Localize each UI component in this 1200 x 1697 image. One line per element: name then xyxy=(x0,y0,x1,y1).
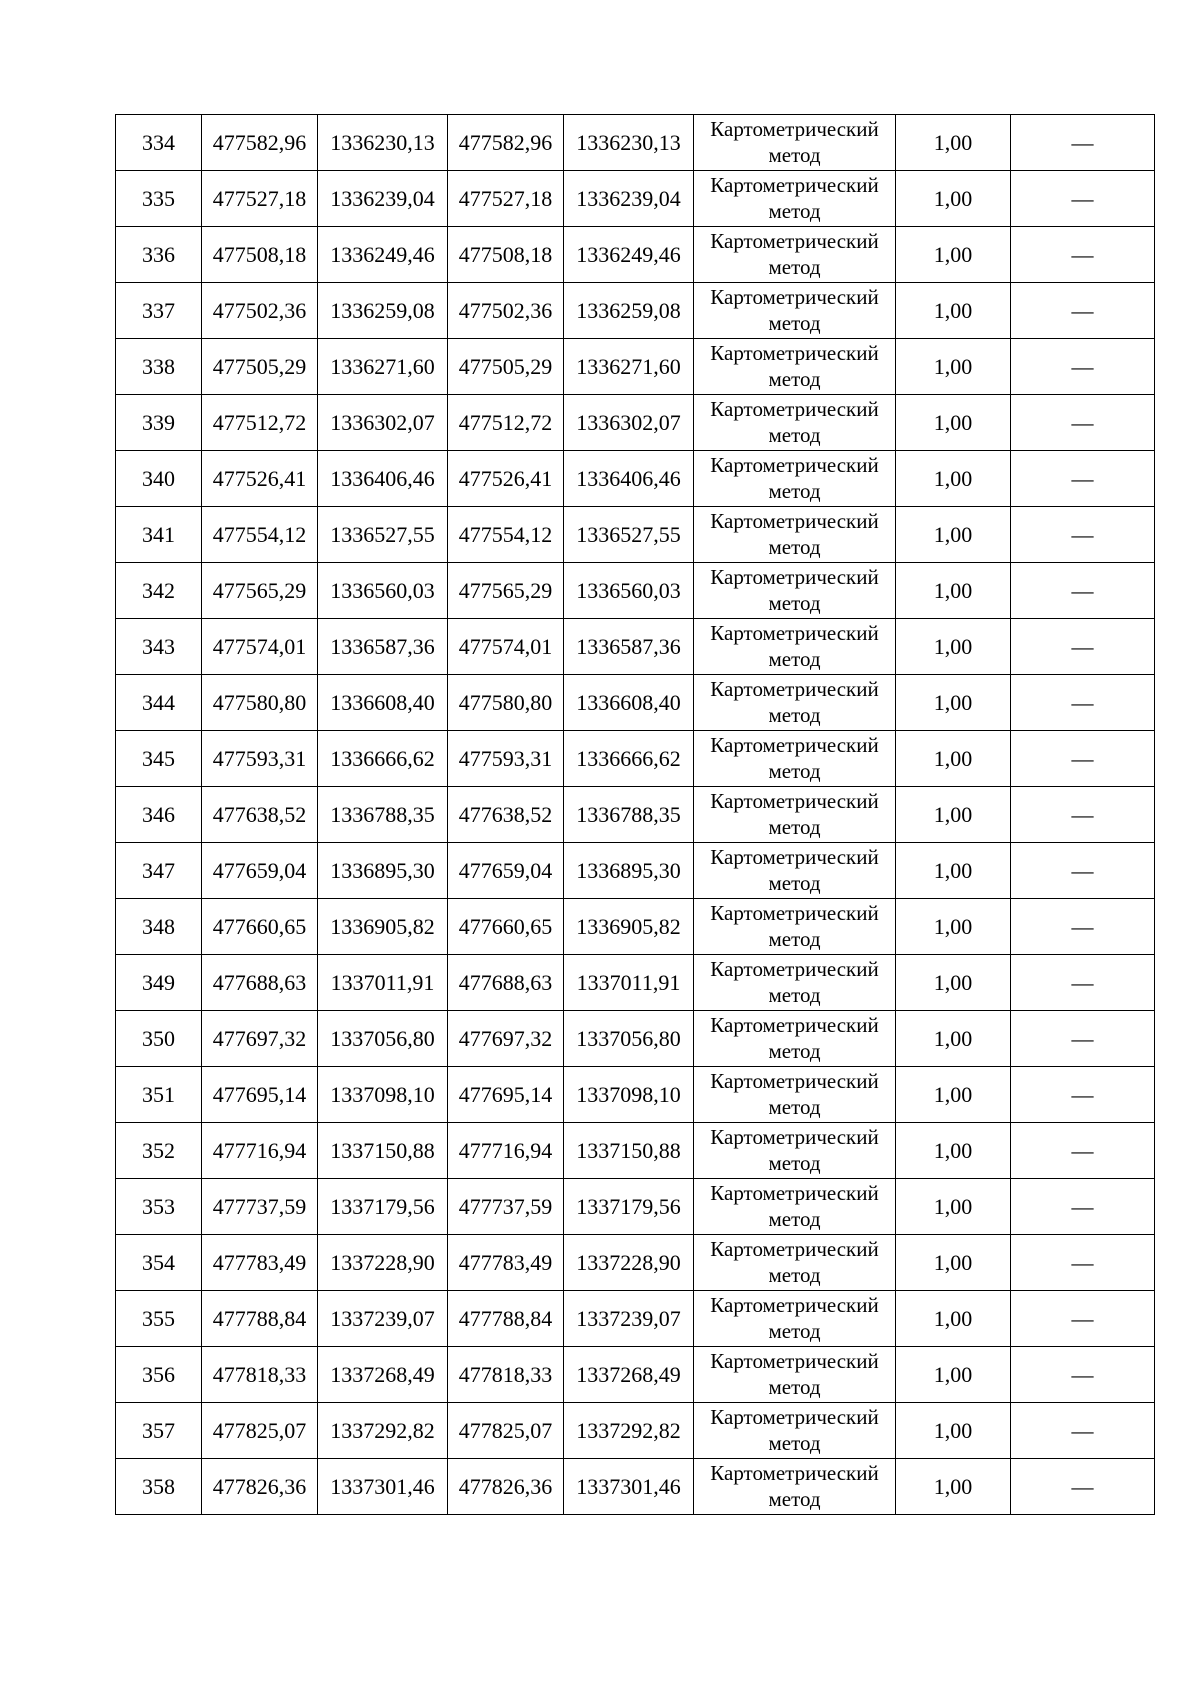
point-number-cell: 356 xyxy=(116,1347,202,1403)
existing-y-cell: 1336406,46 xyxy=(318,451,448,507)
accuracy-cell: 1,00 xyxy=(896,507,1011,563)
existing-y-cell: 1336608,40 xyxy=(318,675,448,731)
method-cell xyxy=(694,115,896,171)
existing-x-cell: 477826,36 xyxy=(202,1459,318,1515)
description-cell: — xyxy=(1011,171,1155,227)
existing-x-cell: 477580,80 xyxy=(202,675,318,731)
point-number-cell: 346 xyxy=(116,787,202,843)
existing-y-cell: 1337228,90 xyxy=(318,1235,448,1291)
method-line-2: метод xyxy=(768,702,821,727)
method-cell xyxy=(694,227,896,283)
point-number-cell: 344 xyxy=(116,675,202,731)
description-cell: — xyxy=(1011,1347,1155,1403)
description-cell: — xyxy=(1011,1235,1155,1291)
accuracy-cell: 1,00 xyxy=(896,227,1011,283)
description-cell: — xyxy=(1011,731,1155,787)
table-row xyxy=(116,563,1155,619)
existing-y-cell: 1337292,82 xyxy=(318,1403,448,1459)
description-cell: — xyxy=(1011,563,1155,619)
table-row xyxy=(116,1347,1155,1403)
point-number-cell: 339 xyxy=(116,395,202,451)
method-cell xyxy=(694,507,896,563)
refined-y-cell: 1336271,60 xyxy=(564,339,694,395)
refined-y-cell: 1336666,62 xyxy=(564,731,694,787)
refined-x-cell: 477593,31 xyxy=(448,731,564,787)
method-line-2: метод xyxy=(768,926,821,951)
refined-y-cell: 1337228,90 xyxy=(564,1235,694,1291)
existing-y-cell: 1336302,07 xyxy=(318,395,448,451)
existing-y-cell: 1336560,03 xyxy=(318,563,448,619)
accuracy-cell: 1,00 xyxy=(896,115,1011,171)
point-number-cell: 340 xyxy=(116,451,202,507)
method-line-2: метод xyxy=(768,1318,821,1343)
accuracy-cell: 1,00 xyxy=(896,675,1011,731)
point-number-cell: 335 xyxy=(116,171,202,227)
description-cell: — xyxy=(1011,115,1155,171)
refined-x-cell: 477660,65 xyxy=(448,899,564,955)
method-line-1: Картометрический xyxy=(710,957,879,982)
accuracy-cell: 1,00 xyxy=(896,395,1011,451)
refined-y-cell: 1337056,80 xyxy=(564,1011,694,1067)
accuracy-cell: 1,00 xyxy=(896,1459,1011,1515)
method-line-2: метод xyxy=(768,254,821,279)
refined-y-cell: 1336302,07 xyxy=(564,395,694,451)
existing-x-cell: 477788,84 xyxy=(202,1291,318,1347)
accuracy-cell: 1,00 xyxy=(896,1011,1011,1067)
method-cell xyxy=(694,283,896,339)
method-line-1: Картометрический xyxy=(710,733,879,758)
method-line-2: метод xyxy=(768,310,821,335)
refined-x-cell: 477659,04 xyxy=(448,843,564,899)
refined-y-cell: 1336249,46 xyxy=(564,227,694,283)
method-line-1: Картометрический xyxy=(710,621,879,646)
refined-y-cell: 1337179,56 xyxy=(564,1179,694,1235)
table-row xyxy=(116,171,1155,227)
existing-y-cell: 1336895,30 xyxy=(318,843,448,899)
method-line-1: Картометрический xyxy=(710,1237,879,1262)
method-cell xyxy=(694,619,896,675)
accuracy-cell: 1,00 xyxy=(896,1235,1011,1291)
table-body xyxy=(116,115,1155,1515)
point-number-cell: 345 xyxy=(116,731,202,787)
existing-y-cell: 1336271,60 xyxy=(318,339,448,395)
accuracy-cell: 1,00 xyxy=(896,1179,1011,1235)
method-line-2: метод xyxy=(768,1094,821,1119)
refined-y-cell: 1336587,36 xyxy=(564,619,694,675)
point-number-cell: 338 xyxy=(116,339,202,395)
accuracy-cell: 1,00 xyxy=(896,899,1011,955)
existing-x-cell: 477638,52 xyxy=(202,787,318,843)
refined-y-cell: 1336905,82 xyxy=(564,899,694,955)
table-row xyxy=(116,283,1155,339)
existing-y-cell: 1336587,36 xyxy=(318,619,448,675)
point-number-cell: 358 xyxy=(116,1459,202,1515)
existing-x-cell: 477502,36 xyxy=(202,283,318,339)
refined-y-cell: 1336406,46 xyxy=(564,451,694,507)
accuracy-cell: 1,00 xyxy=(896,955,1011,1011)
refined-x-cell: 477825,07 xyxy=(448,1403,564,1459)
point-number-cell: 342 xyxy=(116,563,202,619)
existing-y-cell: 1336259,08 xyxy=(318,283,448,339)
method-line-2: метод xyxy=(768,590,821,615)
method-line-2: метод xyxy=(768,1374,821,1399)
refined-x-cell: 477697,32 xyxy=(448,1011,564,1067)
refined-x-cell: 477527,18 xyxy=(448,171,564,227)
accuracy-cell: 1,00 xyxy=(896,1067,1011,1123)
method-line-1: Картометрический xyxy=(710,677,879,702)
existing-y-cell: 1336239,04 xyxy=(318,171,448,227)
refined-x-cell: 477818,33 xyxy=(448,1347,564,1403)
point-number-cell: 354 xyxy=(116,1235,202,1291)
existing-x-cell: 477512,72 xyxy=(202,395,318,451)
method-cell xyxy=(694,339,896,395)
method-line-2: метод xyxy=(768,1486,821,1511)
table-row xyxy=(116,1291,1155,1347)
point-number-cell: 336 xyxy=(116,227,202,283)
description-cell: — xyxy=(1011,451,1155,507)
refined-x-cell: 477826,36 xyxy=(448,1459,564,1515)
table-row xyxy=(116,1235,1155,1291)
table-row xyxy=(116,1011,1155,1067)
refined-y-cell: 1337292,82 xyxy=(564,1403,694,1459)
existing-x-cell: 477783,49 xyxy=(202,1235,318,1291)
refined-x-cell: 477737,59 xyxy=(448,1179,564,1235)
accuracy-cell: 1,00 xyxy=(896,563,1011,619)
existing-x-cell: 477818,33 xyxy=(202,1347,318,1403)
refined-x-cell: 477508,18 xyxy=(448,227,564,283)
method-cell xyxy=(694,675,896,731)
description-cell: — xyxy=(1011,1291,1155,1347)
method-line-1: Картометрический xyxy=(710,1069,879,1094)
method-cell xyxy=(694,899,896,955)
existing-x-cell: 477660,65 xyxy=(202,899,318,955)
point-number-cell: 347 xyxy=(116,843,202,899)
existing-y-cell: 1337011,91 xyxy=(318,955,448,1011)
refined-y-cell: 1337011,91 xyxy=(564,955,694,1011)
point-number-cell: 349 xyxy=(116,955,202,1011)
method-line-2: метод xyxy=(768,1430,821,1455)
table-row xyxy=(116,787,1155,843)
refined-x-cell: 477716,94 xyxy=(448,1123,564,1179)
existing-y-cell: 1337150,88 xyxy=(318,1123,448,1179)
refined-x-cell: 477574,01 xyxy=(448,619,564,675)
accuracy-cell: 1,00 xyxy=(896,619,1011,675)
description-cell: — xyxy=(1011,283,1155,339)
existing-y-cell: 1336230,13 xyxy=(318,115,448,171)
method-line-2: метод xyxy=(768,814,821,839)
refined-x-cell: 477580,80 xyxy=(448,675,564,731)
accuracy-cell: 1,00 xyxy=(896,731,1011,787)
method-cell xyxy=(694,1459,896,1515)
method-line-2: метод xyxy=(768,198,821,223)
refined-x-cell: 477788,84 xyxy=(448,1291,564,1347)
description-cell: — xyxy=(1011,675,1155,731)
existing-y-cell: 1337301,46 xyxy=(318,1459,448,1515)
method-line-1: Картометрический xyxy=(710,789,879,814)
existing-x-cell: 477825,07 xyxy=(202,1403,318,1459)
existing-x-cell: 477593,31 xyxy=(202,731,318,787)
point-number-cell: 355 xyxy=(116,1291,202,1347)
accuracy-cell: 1,00 xyxy=(896,451,1011,507)
table-row xyxy=(116,955,1155,1011)
existing-x-cell: 477688,63 xyxy=(202,955,318,1011)
accuracy-cell: 1,00 xyxy=(896,283,1011,339)
method-line-2: метод xyxy=(768,534,821,559)
accuracy-cell: 1,00 xyxy=(896,1123,1011,1179)
method-cell xyxy=(694,395,896,451)
method-line-1: Картометрический xyxy=(710,1013,879,1038)
point-number-cell: 353 xyxy=(116,1179,202,1235)
existing-x-cell: 477716,94 xyxy=(202,1123,318,1179)
table-row xyxy=(116,731,1155,787)
description-cell: — xyxy=(1011,899,1155,955)
refined-x-cell: 477502,36 xyxy=(448,283,564,339)
method-line-1: Картометрический xyxy=(710,229,879,254)
description-cell: — xyxy=(1011,1403,1155,1459)
method-cell xyxy=(694,955,896,1011)
accuracy-cell: 1,00 xyxy=(896,787,1011,843)
refined-x-cell: 477554,12 xyxy=(448,507,564,563)
method-line-1: Картометрический xyxy=(710,397,879,422)
accuracy-cell: 1,00 xyxy=(896,843,1011,899)
method-cell xyxy=(694,731,896,787)
table-row xyxy=(116,899,1155,955)
point-number-cell: 343 xyxy=(116,619,202,675)
description-cell: — xyxy=(1011,1459,1155,1515)
method-line-1: Картометрический xyxy=(710,341,879,366)
method-cell xyxy=(694,1011,896,1067)
method-line-2: метод xyxy=(768,422,821,447)
method-line-2: метод xyxy=(768,982,821,1007)
existing-x-cell: 477582,96 xyxy=(202,115,318,171)
point-number-cell: 334 xyxy=(116,115,202,171)
description-cell: — xyxy=(1011,395,1155,451)
point-number-cell: 351 xyxy=(116,1067,202,1123)
method-line-1: Картометрический xyxy=(710,1405,879,1430)
method-line-1: Картометрический xyxy=(710,117,879,142)
refined-x-cell: 477582,96 xyxy=(448,115,564,171)
existing-y-cell: 1337239,07 xyxy=(318,1291,448,1347)
refined-y-cell: 1336239,04 xyxy=(564,171,694,227)
refined-y-cell: 1336259,08 xyxy=(564,283,694,339)
description-cell: — xyxy=(1011,339,1155,395)
description-cell: — xyxy=(1011,843,1155,899)
refined-x-cell: 477638,52 xyxy=(448,787,564,843)
method-line-1: Картометрический xyxy=(710,453,879,478)
method-line-1: Картометрический xyxy=(710,1461,879,1486)
point-number-cell: 352 xyxy=(116,1123,202,1179)
method-line-2: метод xyxy=(768,366,821,391)
method-line-2: метод xyxy=(768,646,821,671)
method-line-1: Картометрический xyxy=(710,901,879,926)
accuracy-cell: 1,00 xyxy=(896,1347,1011,1403)
table-row xyxy=(116,843,1155,899)
method-line-2: метод xyxy=(768,142,821,167)
description-cell: — xyxy=(1011,1011,1155,1067)
existing-y-cell: 1337098,10 xyxy=(318,1067,448,1123)
description-cell: — xyxy=(1011,1179,1155,1235)
refined-x-cell: 477688,63 xyxy=(448,955,564,1011)
table-row xyxy=(116,395,1155,451)
method-cell xyxy=(694,1067,896,1123)
method-line-2: метод xyxy=(768,1038,821,1063)
description-cell: — xyxy=(1011,1067,1155,1123)
point-number-cell: 348 xyxy=(116,899,202,955)
method-cell xyxy=(694,1235,896,1291)
refined-y-cell: 1337239,07 xyxy=(564,1291,694,1347)
table-row xyxy=(116,507,1155,563)
refined-y-cell: 1337098,10 xyxy=(564,1067,694,1123)
refined-x-cell: 477565,29 xyxy=(448,563,564,619)
existing-y-cell: 1337268,49 xyxy=(318,1347,448,1403)
method-line-1: Картометрический xyxy=(710,509,879,534)
refined-y-cell: 1337150,88 xyxy=(564,1123,694,1179)
table-row xyxy=(116,1179,1155,1235)
existing-x-cell: 477574,01 xyxy=(202,619,318,675)
existing-x-cell: 477505,29 xyxy=(202,339,318,395)
method-line-1: Картометрический xyxy=(710,1349,879,1374)
accuracy-cell: 1,00 xyxy=(896,339,1011,395)
point-number-cell: 337 xyxy=(116,283,202,339)
method-line-1: Картометрический xyxy=(710,285,879,310)
existing-y-cell: 1336249,46 xyxy=(318,227,448,283)
accuracy-cell: 1,00 xyxy=(896,171,1011,227)
existing-y-cell: 1337179,56 xyxy=(318,1179,448,1235)
refined-x-cell: 477783,49 xyxy=(448,1235,564,1291)
table-row xyxy=(116,675,1155,731)
refined-y-cell: 1337301,46 xyxy=(564,1459,694,1515)
refined-x-cell: 477526,41 xyxy=(448,451,564,507)
method-line-2: метод xyxy=(768,478,821,503)
method-cell xyxy=(694,1347,896,1403)
existing-x-cell: 477527,18 xyxy=(202,171,318,227)
method-cell xyxy=(694,451,896,507)
table-row xyxy=(116,1403,1155,1459)
method-line-1: Картометрический xyxy=(710,1125,879,1150)
description-cell: — xyxy=(1011,227,1155,283)
existing-y-cell: 1336527,55 xyxy=(318,507,448,563)
method-cell xyxy=(694,563,896,619)
refined-x-cell: 477512,72 xyxy=(448,395,564,451)
method-line-2: метод xyxy=(768,758,821,783)
accuracy-cell: 1,00 xyxy=(896,1291,1011,1347)
existing-x-cell: 477508,18 xyxy=(202,227,318,283)
table-row xyxy=(116,227,1155,283)
method-cell xyxy=(694,787,896,843)
method-cell xyxy=(694,1291,896,1347)
refined-y-cell: 1336608,40 xyxy=(564,675,694,731)
table-row xyxy=(116,1459,1155,1515)
existing-x-cell: 477659,04 xyxy=(202,843,318,899)
existing-x-cell: 477526,41 xyxy=(202,451,318,507)
method-line-1: Картометрический xyxy=(710,565,879,590)
refined-x-cell: 477505,29 xyxy=(448,339,564,395)
point-number-cell: 350 xyxy=(116,1011,202,1067)
method-line-1: Картометрический xyxy=(710,845,879,870)
existing-x-cell: 477737,59 xyxy=(202,1179,318,1235)
existing-y-cell: 1336666,62 xyxy=(318,731,448,787)
method-line-2: метод xyxy=(768,1150,821,1175)
description-cell: — xyxy=(1011,1123,1155,1179)
refined-y-cell: 1336527,55 xyxy=(564,507,694,563)
point-number-cell: 341 xyxy=(116,507,202,563)
coordinates-table xyxy=(115,114,1155,1515)
table-row xyxy=(116,451,1155,507)
table-row xyxy=(116,619,1155,675)
accuracy-cell: 1,00 xyxy=(896,1403,1011,1459)
method-cell xyxy=(694,171,896,227)
refined-x-cell: 477695,14 xyxy=(448,1067,564,1123)
method-line-2: метод xyxy=(768,1262,821,1287)
table-row xyxy=(116,115,1155,171)
existing-y-cell: 1337056,80 xyxy=(318,1011,448,1067)
refined-y-cell: 1337268,49 xyxy=(564,1347,694,1403)
description-cell: — xyxy=(1011,507,1155,563)
method-line-1: Картометрический xyxy=(710,1293,879,1318)
method-cell xyxy=(694,1179,896,1235)
existing-y-cell: 1336788,35 xyxy=(318,787,448,843)
description-cell: — xyxy=(1011,787,1155,843)
table-row xyxy=(116,1067,1155,1123)
refined-y-cell: 1336230,13 xyxy=(564,115,694,171)
description-cell: — xyxy=(1011,619,1155,675)
existing-x-cell: 477565,29 xyxy=(202,563,318,619)
point-number-cell: 357 xyxy=(116,1403,202,1459)
refined-y-cell: 1336560,03 xyxy=(564,563,694,619)
refined-y-cell: 1336788,35 xyxy=(564,787,694,843)
description-cell: — xyxy=(1011,955,1155,1011)
method-line-2: метод xyxy=(768,870,821,895)
existing-x-cell: 477695,14 xyxy=(202,1067,318,1123)
method-cell xyxy=(694,843,896,899)
existing-y-cell: 1336905,82 xyxy=(318,899,448,955)
refined-y-cell: 1336895,30 xyxy=(564,843,694,899)
existing-x-cell: 477697,32 xyxy=(202,1011,318,1067)
method-line-1: Картометрический xyxy=(710,173,879,198)
table-row xyxy=(116,339,1155,395)
method-cell xyxy=(694,1403,896,1459)
method-cell xyxy=(694,1123,896,1179)
method-line-1: Картометрический xyxy=(710,1181,879,1206)
method-line-2: метод xyxy=(768,1206,821,1231)
existing-x-cell: 477554,12 xyxy=(202,507,318,563)
table-row xyxy=(116,1123,1155,1179)
